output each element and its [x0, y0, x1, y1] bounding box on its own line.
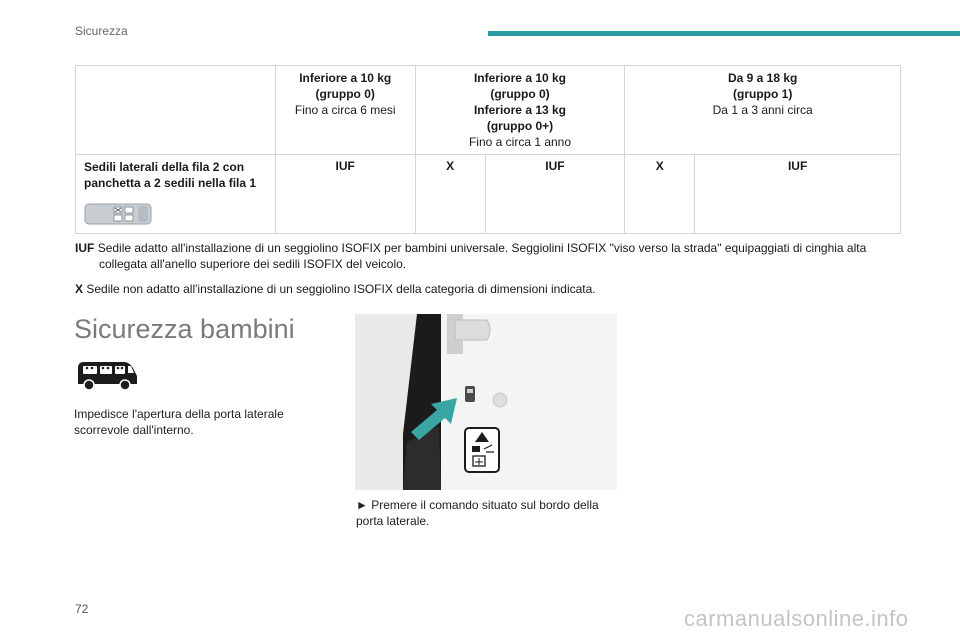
header-accent-bar — [488, 31, 960, 36]
section-description — [74, 406, 314, 438]
seat-description-cell — [76, 155, 276, 234]
header-col-2-weight-b: Inferiore a 13 kg — [473, 103, 567, 117]
cell-x: X — [415, 155, 485, 234]
seat-label-line-2: panchetta a 2 sedili nella fila 1 — [84, 176, 257, 190]
seat-label-line-1: Sedili laterali della fila 2 con — [84, 160, 245, 174]
table-header-row — [76, 66, 901, 155]
header-col-3-age: Da 1 a 3 anni circa — [712, 103, 813, 117]
section-label: Sicurezza — [75, 24, 128, 38]
legend-iuf-text: Sedile adatto all'installazione di un seggiolino ISOFIX per bambini universale. Seggiolini ISOFIX "viso verso la strada" equipaggiati di cinghia alta — [97, 241, 867, 255]
legend-x-text: Sedile non adatto all'installazione di un seggiolino ISOFIX della categoria di dimensioni indicata. — [86, 282, 596, 296]
header-col-2-age: Fino a circa 1 anno — [468, 135, 572, 149]
van-seat-plan-icon — [84, 201, 154, 227]
table-row — [76, 155, 901, 234]
header-col-2-weight: Inferiore a 10 kg — [473, 71, 567, 85]
page-number: 72 — [75, 602, 89, 616]
door-lock-illustration — [355, 314, 617, 490]
section-title: Sicurezza bambini — [74, 314, 295, 344]
legend-x — [75, 281, 596, 297]
cell-iuf: IUF — [275, 155, 415, 234]
legend-x-key: X — [75, 282, 84, 296]
header-col-3-group: (gruppo 1) — [733, 87, 793, 101]
legend-iuf-key: IUF — [75, 241, 95, 255]
header-empty-cell — [76, 66, 276, 155]
header-col-1-age: Fino a circa 6 mesi — [294, 103, 396, 117]
header-col-2-group-b: (gruppo 0+) — [486, 119, 554, 133]
cell-x: X — [625, 155, 695, 234]
instruction-caption — [356, 497, 626, 529]
sliding-door-edge-drawing — [355, 314, 617, 490]
header-col-2 — [415, 66, 625, 155]
header-col-1-group: (gruppo 0) — [315, 87, 375, 101]
header-col-3 — [625, 66, 901, 155]
watermark: carmanualsonline.info — [684, 606, 909, 631]
header-col-3-weight: Da 9 a 18 kg — [727, 71, 798, 85]
instruction-caption-line-2: porta laterale. — [356, 514, 430, 528]
instruction-caption-line-1: ► Premere il comando situato sul bordo della — [356, 498, 599, 512]
isofix-table — [75, 65, 901, 234]
header-col-1 — [275, 66, 415, 155]
header-col-2-group: (gruppo 0) — [490, 87, 550, 101]
section-description-line-2: scorrevole dall'interno. — [74, 423, 194, 437]
legend-iuf-text-cont: collegata all'anello superiore dei sedili ISOFIX del veicolo. — [99, 257, 407, 271]
section-description-line-1: Impedisce l'apertura della porta laterale — [74, 407, 284, 421]
minibus-icon — [74, 358, 140, 392]
cell-iuf: IUF — [485, 155, 625, 234]
header-col-1-weight: Inferiore a 10 kg — [299, 71, 392, 85]
cell-iuf: IUF — [695, 155, 901, 234]
legend-iuf — [75, 240, 905, 272]
